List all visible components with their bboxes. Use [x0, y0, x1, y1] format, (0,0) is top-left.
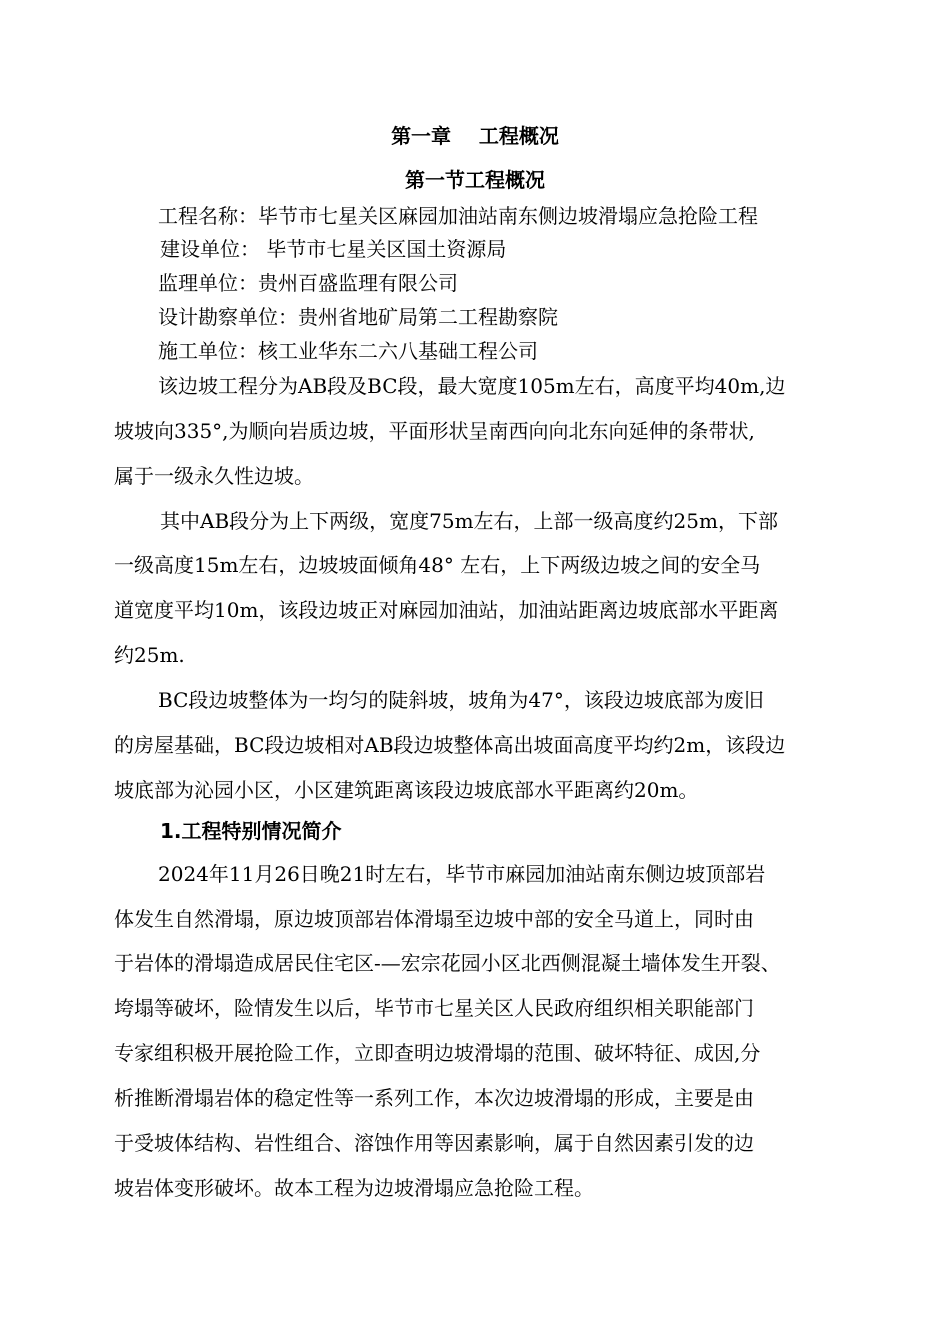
paragraph-line: 析推断滑塌岩体的稳定性等一系列工作，本次边坡滑塌的形成，主要是由 — [114, 1086, 754, 1110]
paragraph-line: 体发生自然滑塌，原边坡顶部岩体滑塌至边坡中部的安全马道上，同时由 — [114, 907, 754, 931]
paragraph-line: 于岩体的滑塌造成居民住宅区-—宏宗花园小区北西侧混凝土墙体发生开裂、 — [114, 951, 781, 975]
paragraph-line: 其中AB段分为上下两级，宽度75m左右，上部一级高度约25m，下部 — [160, 509, 778, 533]
paragraph-line: 专家组积极开展抢险工作，立即查明边坡滑塌的范围、破坏特征、成因,分 — [114, 1041, 761, 1065]
builder-line: 建设单位： 毕节市七星关区国土资源局 — [160, 237, 507, 261]
constructor-line: 施工单位：核工业华东二六八基础工程公司 — [158, 339, 538, 363]
paragraph-line: 2024年11月26日晚21时左右，毕节市麻园加油站南东侧边坡顶部岩 — [158, 862, 766, 886]
paragraph-line: 垮塌等破坏，险情发生以后，毕节市七星关区人民政府组织相关职能部门 — [114, 996, 754, 1020]
paragraph-line: 属于一级永久性边坡。 — [114, 464, 314, 488]
chapter-title: 第一章 工程概况 — [391, 124, 559, 148]
paragraph-line: 约25m. — [114, 643, 185, 667]
paragraph-line: 的房屋基础，BC段边坡相对AB段边坡整体高出坡面高度平均约2m，该段边 — [114, 733, 786, 757]
subsection-title: 1.工程特别情况简介 — [160, 819, 342, 843]
supervisor-line: 监理单位：贵州百盛监理有限公司 — [158, 271, 458, 295]
paragraph-line: 该边坡工程分为AB段及BC段，最大宽度105m左右，高度平均40m,边 — [158, 374, 786, 398]
paragraph-line: 于受坡体结构、岩性组合、溶蚀作用等因素影响，属于自然因素引发的边 — [114, 1131, 754, 1155]
paragraph-line: 坡坡向335°,为顺向岩质边坡，平面形状呈南西向向北东向延伸的条带状, — [114, 419, 755, 443]
project-name-line: 工程名称：毕节市七星关区麻园加油站南东侧边坡滑塌应急抢险工程 — [158, 204, 758, 228]
paragraph-line: 坡底部为沁园小区，小区建筑距离该段边坡底部水平距离约20m。 — [114, 778, 699, 802]
paragraph-line: BC段边坡整体为一均匀的陡斜坡，坡角为47°，该段边坡底部为废旧 — [158, 688, 764, 712]
section-title: 第一节工程概况 — [405, 168, 545, 192]
paragraph-line: 一级高度15m左右，边坡坡面倾角48° 左右，上下两级边坡之间的安全马 — [114, 553, 761, 577]
paragraph-line: 道宽度平均10m，该段边坡正对麻园加油站，加油站距离边坡底部水平距离 — [114, 598, 779, 622]
paragraph-line: 坡岩体变形破坏。故本工程为边坡滑塌应急抢险工程。 — [114, 1176, 594, 1200]
designer-line: 设计勘察单位：贵州省地矿局第二工程勘察院 — [158, 305, 558, 329]
